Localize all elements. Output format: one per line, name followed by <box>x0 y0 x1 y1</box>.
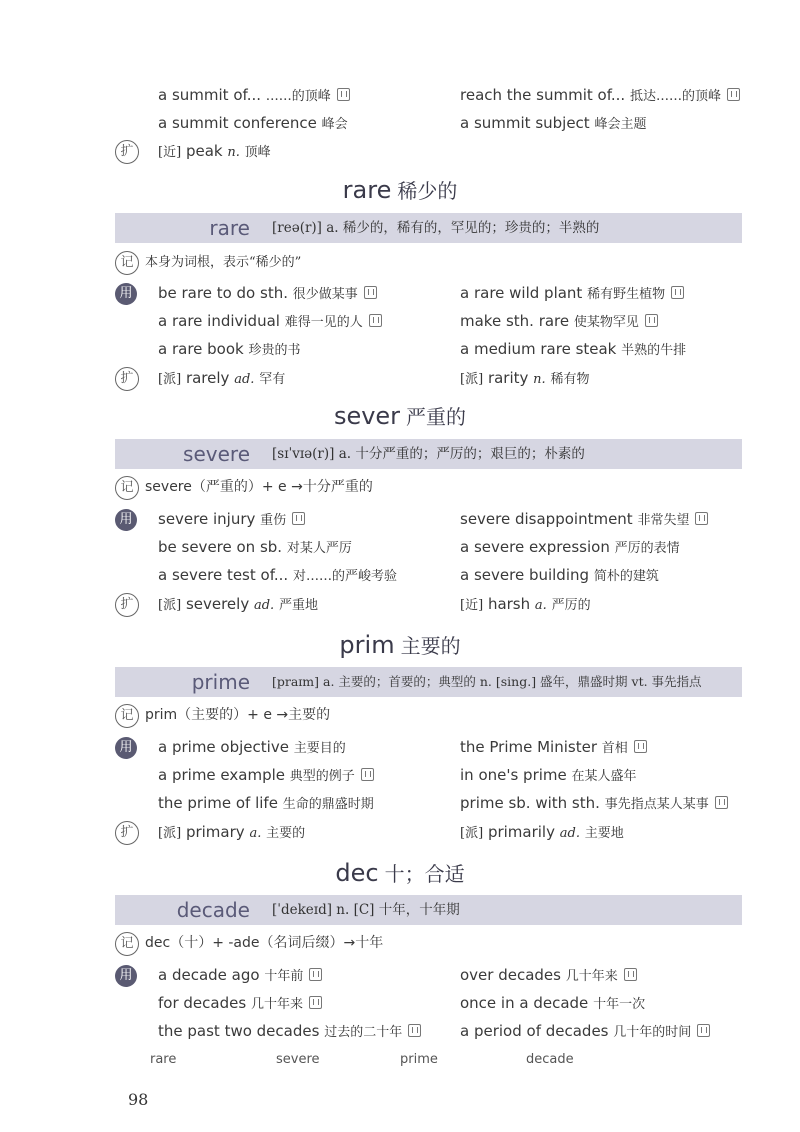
headword: prime <box>191 670 250 694</box>
memory-icon: 记 <box>115 251 139 275</box>
footer-word-index <box>0 1052 800 1072</box>
phrase-en: a summit subject <box>460 114 590 132</box>
extension-icon: 扩 <box>115 593 139 617</box>
audio-icon[interactable] <box>634 740 647 753</box>
collocation-row: a rare book 珍贵的书 a medium rare steak 半熟的牛排 <box>158 340 687 358</box>
audio-icon[interactable] <box>715 796 728 809</box>
collocation-row: a rare individual 难得一见的人 make sth. rare 使某物罕见 <box>0 308 800 334</box>
audio-icon[interactable] <box>369 314 382 327</box>
page-number: 98 <box>128 1090 149 1109</box>
collocation-row: for decades 几十年来 once in a decade 十年一次 <box>158 994 646 1012</box>
phrase-en: a summit conference <box>158 114 317 132</box>
footer-word: rare <box>150 1052 177 1067</box>
etymology-note: dec（十）+ -ade（名词后缀）→十年 <box>145 935 384 951</box>
extension-icon: 扩 <box>115 821 139 845</box>
usage-icon: 用 <box>115 509 137 531</box>
etymology-note: 本身为词根，表示“稀少的” <box>145 255 302 270</box>
collocation-row <box>0 82 800 108</box>
extension-icon: 扩 <box>115 367 139 391</box>
root-heading: prim 主要的 <box>339 631 461 659</box>
footer-word: decade <box>526 1052 574 1067</box>
definition: [reə(r)] a. 稀少的，稀有的，罕见的；珍贵的；半熟的 <box>272 220 600 236</box>
definition: [ˈdekeɪd] n. [C] 十年，十年期 <box>272 902 460 918</box>
root-heading: dec 十；合适 <box>335 859 465 887</box>
memory-icon: 记 <box>115 932 139 956</box>
audio-icon[interactable] <box>337 88 350 101</box>
root-heading: sever 严重的 <box>333 402 467 430</box>
audio-icon[interactable] <box>408 1024 421 1037</box>
extension-icon: 扩 <box>115 140 139 164</box>
audio-icon[interactable] <box>697 1024 710 1037</box>
headword: severe <box>183 442 250 466</box>
audio-icon[interactable] <box>292 512 305 525</box>
phrase-cn: 抵达……的顶峰 <box>629 89 721 104</box>
footer-word: prime <box>400 1052 438 1067</box>
collocation-row: a decade ago 十年前 over decades 几十年来 <box>0 962 800 988</box>
headword: rare <box>209 216 250 240</box>
collocation-row: severe injury 重伤 severe disappointment 非常失望 <box>0 506 800 532</box>
collocation-row: a prime example 典型的例子 in one's prime 在某人盛年 <box>158 766 637 784</box>
memory-icon: 记 <box>115 476 139 500</box>
headword: decade <box>176 898 250 922</box>
phrase-cn: 峰会主题 <box>594 117 647 132</box>
definition: [sɪˈvɪə(r)] a. 十分严重的；严厉的；艰巨的；朴素的 <box>272 446 585 462</box>
extension-row: [派] rarely ad. 罕有 [派] rarity n. 稀有物 <box>158 369 590 387</box>
extension-row: [派] primary a. 主要的 [派] primarily ad. 主要地 <box>158 823 624 841</box>
etymology-note: prim（主要的）+ e →主要的 <box>145 707 331 723</box>
phrase-en: reach the summit of... <box>460 86 626 104</box>
etymology-note: severe（严重的）+ e →十分严重的 <box>145 479 373 495</box>
headword-bar <box>115 667 742 697</box>
audio-icon[interactable] <box>695 512 708 525</box>
usage-icon: 用 <box>115 737 137 759</box>
audio-icon[interactable] <box>309 996 322 1009</box>
audio-icon[interactable] <box>364 286 377 299</box>
extension-row: [近] peak n. 顶峰 <box>158 142 271 160</box>
headword-bar <box>115 213 742 243</box>
phrase-en: a summit of... <box>158 86 261 104</box>
footer-word: severe <box>276 1052 320 1067</box>
headword-bar <box>115 895 742 925</box>
definition: [praɪm] a. 主要的；首要的；典型的 n. [sing.] 盛年，鼎盛时期 vt. 事先指点 <box>272 674 702 689</box>
collocation-row: the prime of life 生命的鼎盛时期 prime sb. with sth. 事先指点某人某事 <box>0 790 800 816</box>
memory-icon: 记 <box>115 704 139 728</box>
phrase-cn: ……的顶峰 <box>265 89 331 104</box>
audio-icon[interactable] <box>309 968 322 981</box>
collocation-row: a severe test of... 对……的严峻考验 a severe building 简朴的建筑 <box>158 566 659 584</box>
collocation-row: a prime objective 主要目的 the Prime Minister 首相 <box>0 734 800 760</box>
audio-icon[interactable] <box>624 968 637 981</box>
audio-icon[interactable] <box>671 286 684 299</box>
extension-row: [派] severely ad. 严重地 [近] harsh a. 严厉的 <box>158 595 591 613</box>
audio-icon[interactable] <box>727 88 740 101</box>
collocation-row <box>0 110 800 136</box>
root-heading: rare 稀少的 <box>342 176 458 204</box>
usage-icon: 用 <box>115 965 137 987</box>
audio-icon[interactable] <box>645 314 658 327</box>
collocation-row: be rare to do sth. 很少做某事 a rare wild plant 稀有野生植物 <box>0 280 800 306</box>
usage-icon: 用 <box>115 283 137 305</box>
headword-bar <box>115 439 742 469</box>
collocation-row: be severe on sb. 对某人严厉 a severe expression 严厉的表情 <box>158 538 680 556</box>
audio-icon[interactable] <box>361 768 374 781</box>
phrase-cn: 峰会 <box>321 117 348 132</box>
collocation-row: the past two decades 过去的二十年 a period of decades 几十年的时间 <box>0 1018 800 1044</box>
